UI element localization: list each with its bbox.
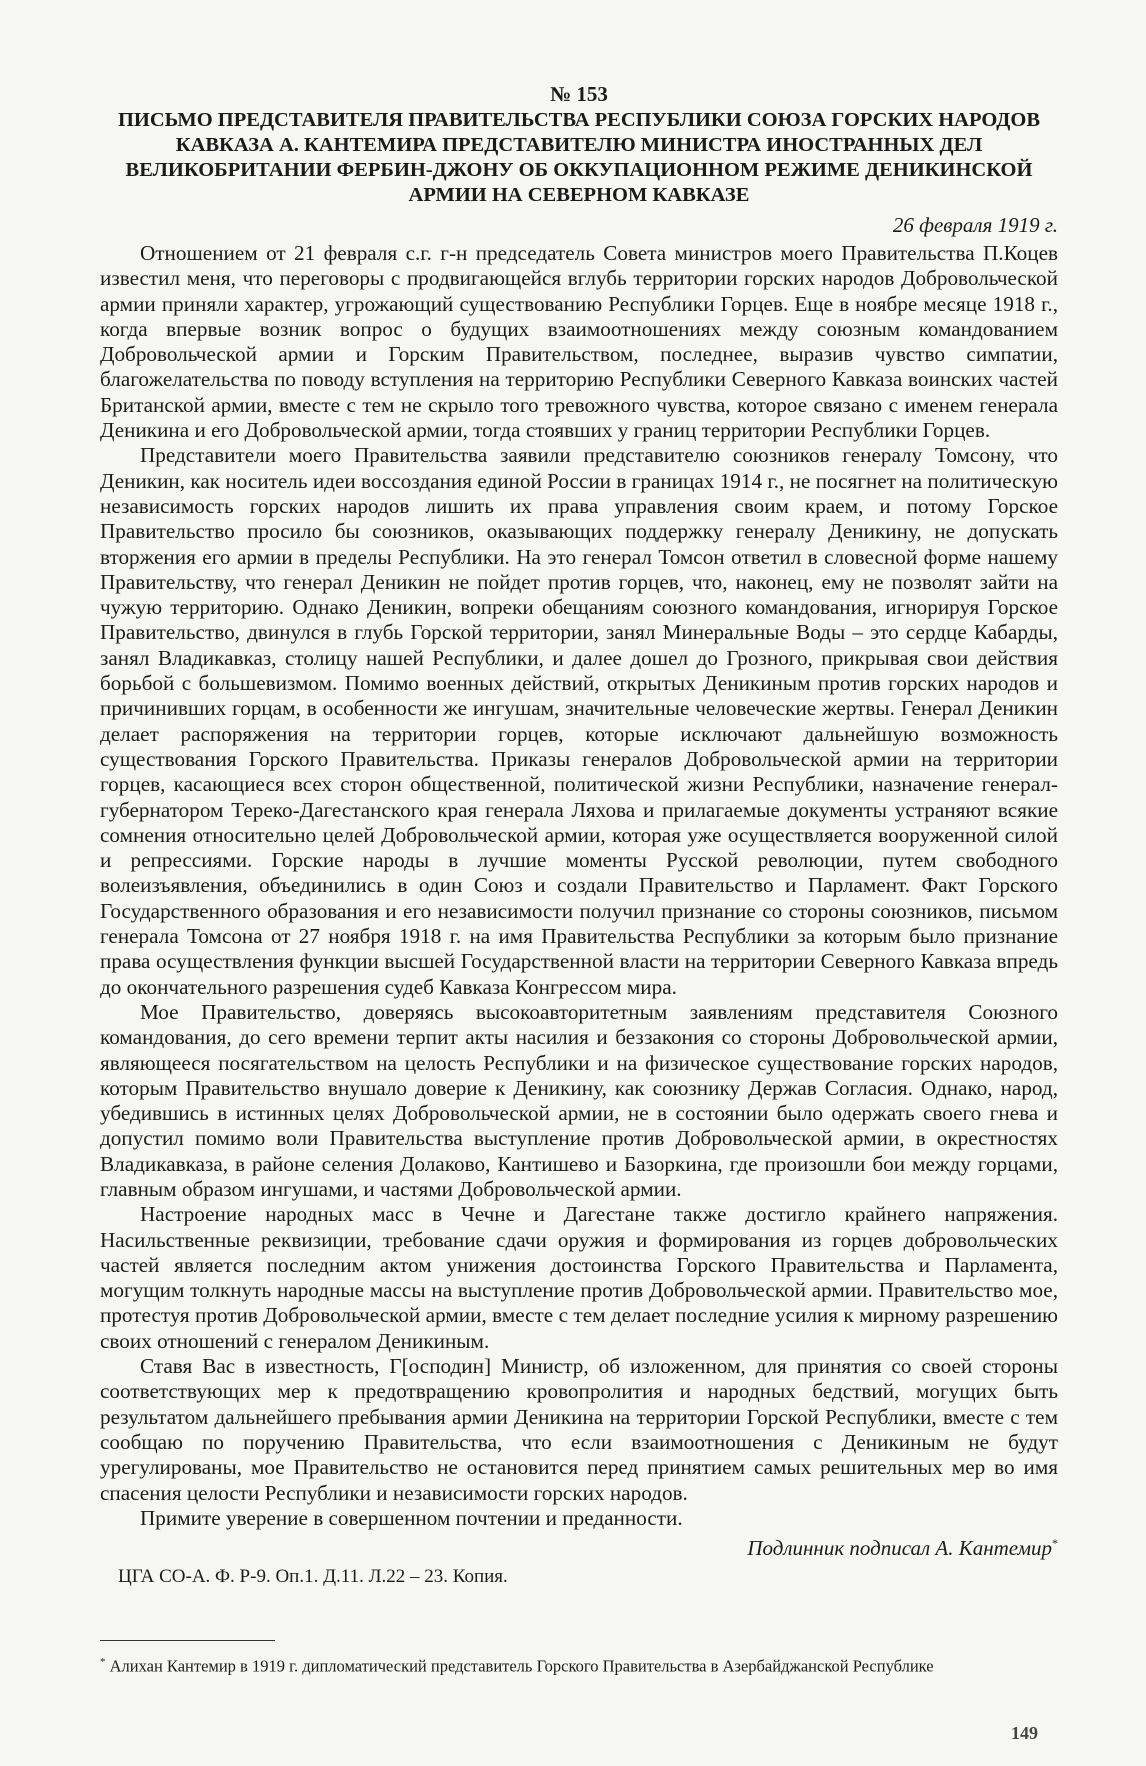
body-paragraph: Настроение народных масс в Чечне и Дагестане также достигло крайнего напряжения. Насильственные реквизиции, требование сдачи оружия и формирования из горцев добровольческих частей является последним актом унижения достоинства Горского Правительства и Парламента, могущим толкнуть народные массы на выступление против Добровольческой армии. Правительство мое, протестуя против Добровольческой армии, вместе с тем делает последние усилия к мирному разрешению своих отношений с генералом Деникиным. [100,1202,1058,1353]
footnote-text: Алихан Кантемир в 1919 г. дипломатический представитель Горского Правительства в Азербайджанской Республике [109,1656,934,1676]
signature-line [100,1531,1058,1561]
body-paragraph: Ставя Вас в известность, Г[осподин] Министр, об изложенном, для принятия со своей стороны соответствующих мер к предотвращению кровопролития и народных бедствий, могущих быть результатом дальнейшего пребывания армии Деникина на территории Горской Республики, вместе с тем сообщаю по поручению Правительства, что если взаимоотношения с Деникиным не будут урегулированы, мое Правительство не остановится перед принятием самых решительных мер во имя спасения целости Республики и независимости горских народов. [100,1354,1058,1505]
body-paragraph: Мое Правительство, доверяясь высокоавторитетным заявлениям представителя Союзного командования, до сего времени терпит акты насилия и беззакония со стороны Добровольческой армии, являющееся посягательством на целость Республики и на физическое существование горских народов, которым Правительство внушало доверие к Деникину, как союзнику Держав Согласия. Однако, народ, убедившись в истинных целях Добровольческой армии, не в состоянии было одержать своего гнева и допустил помимо воли Правительства выступление против Добровольческой армии, в окрестностях Владикавказа, в районе селения Долаково, Кантишево и Базоркина, где произошли бои между горцами, главным образом ингушами, и частями Добровольческой армии. [100,999,1058,1201]
document-title: ПИСЬМО ПРЕДСТАВИТЕЛЯ ПРАВИТЕЛЬСТВА РЕСПУБЛИКИ СОЮЗА ГОРСКИХ НАРОДОВ КАВКАЗА А. КАНТЕМИРА ПРЕДСТАВИТЕЛЮ МИНИСТРА ИНОСТРАННЫХ ДЕЛ ВЕЛИКОБРИТАНИИ ФЕРБИН-ДЖОНУ ОБ ОККУПАЦИОННОМ РЕЖИМЕ ДЕНИКИНСКОЙ АРМИИ НА СЕВЕРНОМ КАВКАЗЕ [117,109,1041,206]
document-date: 26 февраля 1919 г. [892,213,1058,237]
document-number: № 153 [550,82,608,106]
footnote-divider [100,1640,275,1641]
footnote [100,1652,1060,1677]
body-paragraph: Представители моего Правительства заявили представителю союзников генералу Томсону, что Деникин, как носитель идеи воссоздания единой России в границах 1914 г., не посягнет на политическую независимость горских народов лишить их права управления своим краем, и потому Горское Правительство просило бы союзников, оказывающих поддержку генералу Деникину, не допускать вторжения его армии в пределы Республики. На это генерал Томсон ответил в словесной форме нашему Правительству, что генерал Деникин не пойдет против горцев, что, наконец, ему не позволят зайти на чужую территорию. Однако Деникин, вопреки обещаниям союзного командования, игнорируя Горское Правительство, двинулся в глубь Горской территории, занял Минеральные Воды – это сердце Кабарды, занял Владикавказ, столицу нашей Республики, и далее дошел до Грозного, прикрывая свои действия борьбой с большевизмом. Помимо военных действий, открытых Деникиным против горских народов и причинивших горцам, в особенности же ингушам, значительные человеческие жертвы. Генерал Деникин делает распоряжения на территории горцев, которые исключают дальнейшую возможность существования Горского Правительства. Приказы генералов Добровольческой армии на территории горцев, касающиеся всех сторон общественной, политической жизни Республики, назначение генерал-губернатором Тереко-Дагестанского края генерала Ляхова и прилагаемые документы устраняют всякие сомнения относительно целей Добровольческой армии, которая уже осуществляется вооруженной силой и репрессиями. Горские народы в лучшие моменты Русской революции, путем свободного волеизъявления, объединились в один Союз и создали Правительство и Парламент. Факт Горского Государственного образования и его независимости получил признание со стороны союзников, письмом генерала Томсона от 27 ноября 1918 г. на имя Правительства Республики за которым было признание права осуществления функции высшей Государственной власти на территории Северного Кавказа впредь до окончательного разрешения судеб Кавказа Конгрессом мира. [100,443,1058,999]
footnote-mark: * [100,1656,106,1668]
archive-reference: ЦГА СО-А. Ф. Р-9. Оп.1. Д.11. Л.22 – 23. Копия. [118,1566,508,1588]
page-number: 149 [1011,1723,1038,1743]
body-paragraph: Отношением от 21 февраля с.г. г-н председатель Совета министров моего Правительства П.Коцев известил меня, что переговоры с продвигающейся вглубь территории горских народов Добровольческой армии приняли характер, угрожающий существованию Республики Горцев. Еще в ноябре месяце 1918 г., когда впервые возник вопрос о будущих взаимоотношениях между союзным командованием Добровольческой армии и Горским Правительством, последнее, выразив чувство симпатии, благожелательства по поводу вступления на территорию Республики Северного Кавказа воинских частей Британской армии, вместе с тем не скрыло того тревожного чувства, которое связано с именем генерала Деникина и его Добровольческой армии, тогда стоявших у границ территории Республики Горцев. [100,241,1058,443]
signature-text: Подлинник подписал А. Кантемир [747,1536,1052,1561]
signature-footnote-mark: * [1052,1536,1058,1551]
closing-line: Примите уверение в совершенном почтении и преданности. [140,1505,683,1530]
